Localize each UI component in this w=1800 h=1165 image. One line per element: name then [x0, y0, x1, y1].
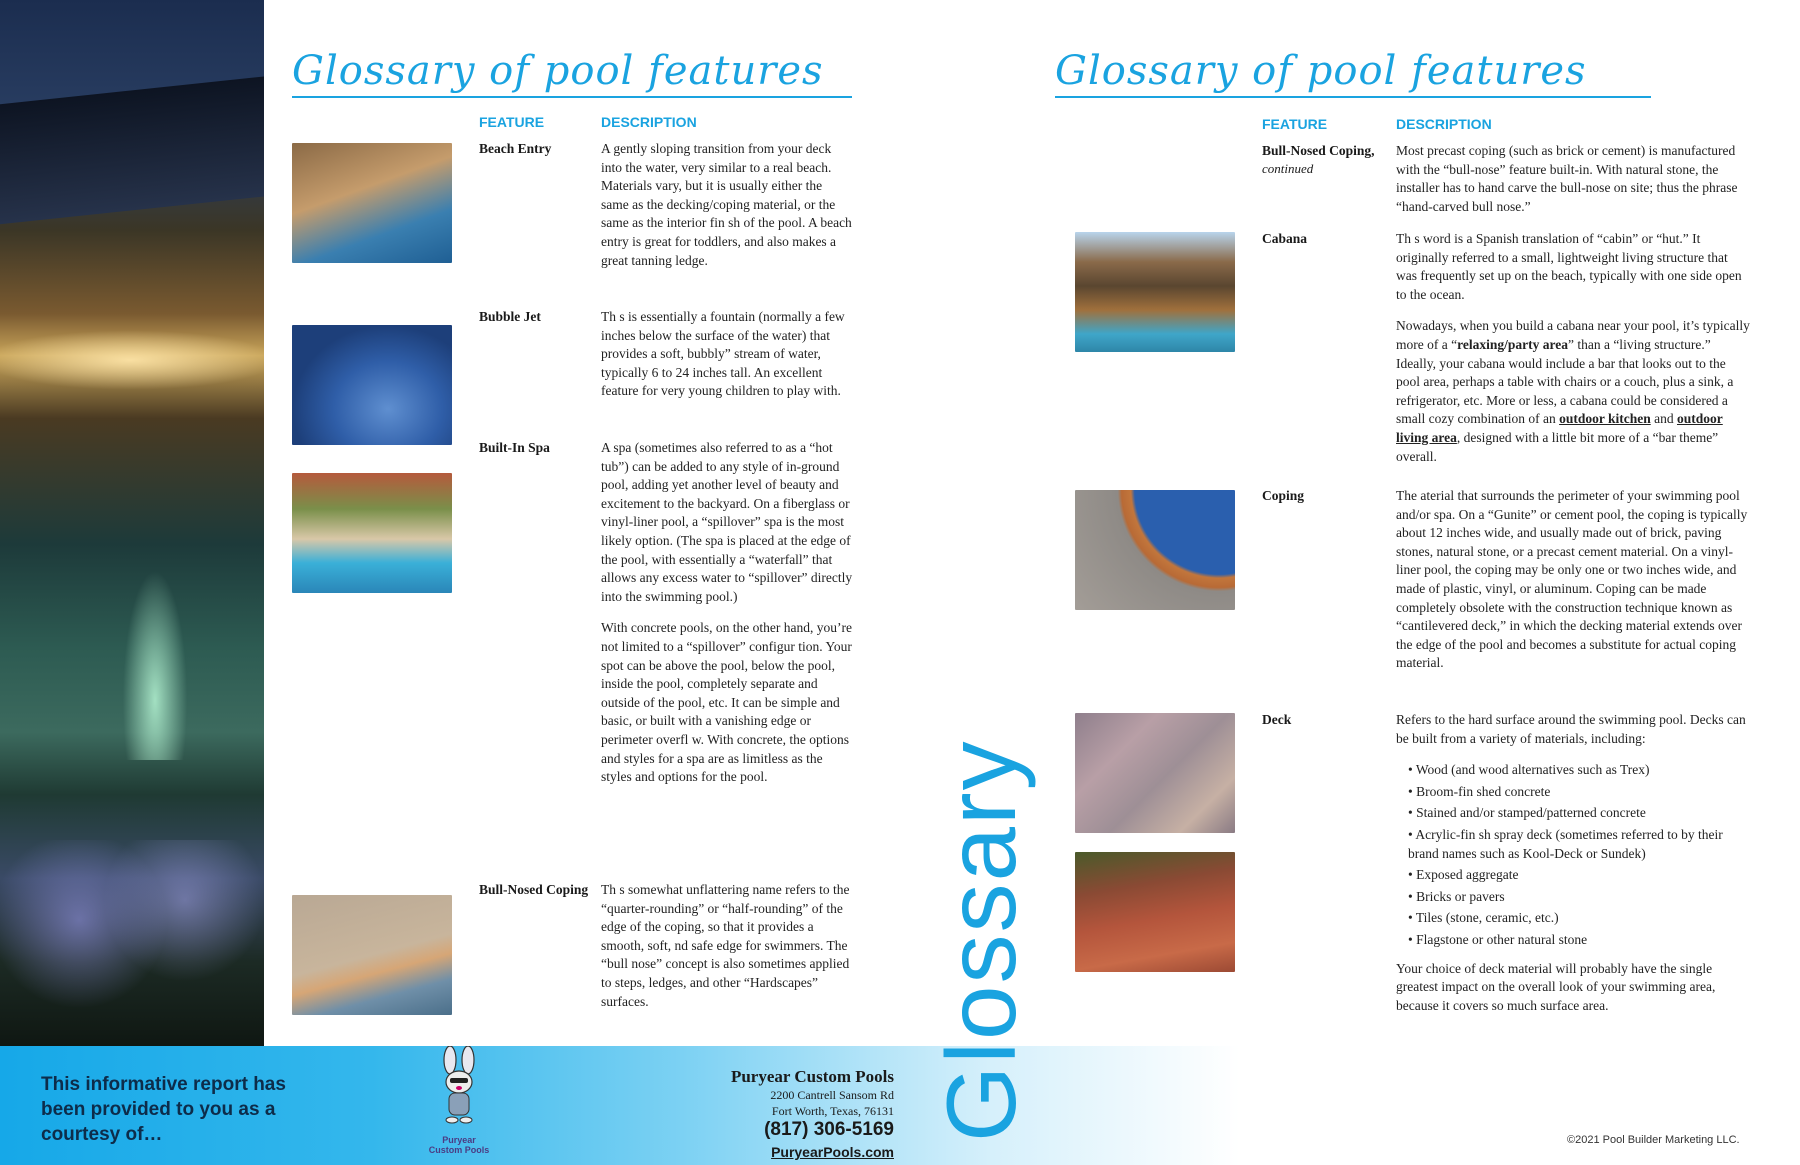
list-item: • Bricks or pavers	[1408, 888, 1752, 907]
desc-built-in-spa	[601, 439, 853, 800]
bull-nosed-coping-image	[292, 895, 452, 1015]
term-cabana: Cabana	[1262, 231, 1308, 246]
right-col-description-header: DESCRIPTION	[1396, 116, 1492, 132]
phone-number[interactable]: (817) 306-5169	[764, 1119, 894, 1140]
list-item: • Exposed aggregate	[1408, 866, 1752, 885]
beach-entry-image	[292, 143, 452, 263]
list-item: • Acrylic-fin sh spray deck (sometimes referred to by their brand names such as Kool-Deck or Sundek)	[1408, 826, 1752, 863]
continued-label: continued	[1262, 161, 1314, 176]
cabana-p2-part-d: , designed with a little bit more of a “bar theme” overall.	[1396, 429, 1719, 464]
logo-caption: Puryear Custom Pools	[428, 1135, 490, 1155]
pool-night-photo	[0, 0, 264, 1046]
left-page-title: Glossary of pool features	[292, 48, 824, 94]
desc-beach-entry-p1: A gently sloping transition from your deck into the water, very similar to a real beach. Materials vary, but it is usually either the same as the decking/coping material, or the same as the interior fin sh of the pool. A beach entry is great for toddlers, and also makes a great tanning ledge.	[601, 141, 852, 268]
outdoor-kitchen-link[interactable]: outdoor kitchen	[1559, 411, 1651, 427]
desc-beach-entry	[601, 140, 853, 283]
desc-deck-intro: Refers to the hard surface around the swimming pool. Decks can be built from a variety of materials, including:	[1396, 712, 1746, 746]
desc-coping-p1: The aterial that surrounds the perimeter of your swimming pool and/or spa. On a “Gunite” or cement pool, the coping is typically about 12 inches wide, and usually made out of brick, paving stones, natural stone, or a precast cement material. On a vinyl-liner pool, the coping may be only one or two inches wide, and made of plastic, vinyl, or aluminum. Coping can be made completely obsolete with the construction technique known as “cantilevered deck,” in which the decking material extends over the edge of the pool and becomes a substitute for actual coping material.	[1396, 488, 1748, 671]
desc-bubble-jet-p1: Th s is essentially a fountain (normally a few inches below the surface of the water) that provides a soft, bubbly” stream of water, typically 6 to 24 inches tall. An excellent feature for very young children to play with.	[601, 309, 845, 399]
cabana-bold-phrase: relaxing/party area	[1457, 336, 1568, 352]
list-item: • Tiles (stone, ceramic, etc.)	[1408, 909, 1752, 928]
desc-bull-nosed-coping-continued-p1: Most precast coping (such as brick or cement) is manufactured with the “bull-nose” feature built-in. With natural stone, the installer has to hand carve the bull-nose on site; thus the phrase “hand-carved bull nose.”	[1396, 143, 1738, 214]
bubble-jet-image	[292, 325, 452, 445]
desc-bull-nosed-coping-p1: Th s somewhat unflattering name refers to the “quarter-rounding” or “half-rounding” of the edge of the coping, so that it provides a smooth, soft, nd safe edge for swimmers. The “bull nose” concept is also sometimes applied to steps, ledges, and other “Hardscapes” surfaces.	[601, 882, 850, 1009]
left-col-feature-header: FEATURE	[479, 114, 545, 130]
list-item: • Broom-fin shed concrete	[1408, 783, 1752, 802]
deck-materials-list	[1408, 761, 1752, 949]
address-line-2: Fort Worth, Texas, 76131	[771, 1104, 894, 1118]
rabbit-logo-icon	[428, 1046, 490, 1128]
deck-pavers-image	[1075, 713, 1235, 833]
website-link[interactable]: PuryearPools.com	[771, 1144, 894, 1160]
list-item: • Flagstone or other natural stone	[1408, 931, 1752, 950]
left-col-description-header: DESCRIPTION	[601, 114, 697, 130]
desc-built-in-spa-p1: A spa (sometimes also referred to as a “hot tub”) can be added to any style of in-ground pool, adding yet another level of beauty and excitement to the backyard. On a fiberglass or vinyl-liner pool, a “spillover” spa is the most likely option. (The spa is placed at the edge of the pool, with essentially a “waterfall” that allows any excess water to “spillover” directly into the swimming pool.)	[601, 440, 853, 604]
cabana-p2-part-a: Nowadays, when you build a cabana near your pool, it’s typically more of a “	[1396, 318, 1750, 352]
desc-cabana	[1396, 230, 1752, 479]
copyright-text: ©2021 Pool Builder Marketing LLC.	[1567, 1134, 1740, 1146]
right-page-title: Glossary of pool features	[1055, 48, 1587, 94]
coping-image	[1075, 490, 1235, 610]
list-item: • Wood (and wood alternatives such as Trex)	[1408, 761, 1752, 780]
desc-built-in-spa-p2: With concrete pools, on the other hand, you’re not limited to a “spillover” configur tion. Your spot can be above the pool, below the pool, inside the pool, completely separate and outside of the pool, etc. It can be simple and basic, or built with a vanishing edge or perimeter overfl w. With concrete, the options and styles for a spa are as limitless as the styles and options for the pool.	[601, 620, 853, 785]
deck-brick-steps-image	[1075, 852, 1235, 972]
desc-deck-outro: Your choice of deck material will probably have the single greatest impact on the overall look of your swimming area, because it covers so much surface area.	[1396, 960, 1716, 1013]
term-bull-nosed-coping-continued	[1262, 142, 1382, 178]
cabana-p2-part-b: ” than a “living structure.” Ideally, your cabana would include a bar that looks out to the pool area, perhaps a table with chairs or a couch, plus a sink, a refrigerator, etc. More or less, a cabana could be considered a small cozy combination of an	[1396, 336, 1734, 427]
desc-cabana-p2	[1396, 317, 1752, 466]
term-beach-entry: Beach Entry	[479, 141, 552, 156]
left-title-rule	[292, 96, 852, 98]
term-bull-nosed-coping-label: Bull-Nosed Coping,	[1262, 143, 1375, 158]
right-col-feature-header: FEATURE	[1262, 116, 1328, 132]
term-coping: Coping	[1262, 488, 1305, 503]
desc-coping	[1396, 487, 1752, 686]
glossary-side-label: Glossary	[926, 739, 1036, 1142]
term-deck: Deck	[1262, 712, 1292, 727]
desc-deck	[1396, 711, 1752, 1028]
term-built-in-spa: Built-In Spa	[479, 440, 550, 455]
outdoor-living-area-link[interactable]: outdoor living area	[1396, 411, 1723, 445]
desc-bubble-jet	[601, 308, 853, 414]
built-in-spa-image	[292, 473, 452, 593]
desc-cabana-p1: Th s word is a Spanish translation of “cabin” or “hut.” It originally referred to a small, lightweight living structure that was frequently set up on the beach, typically with one side open to the ocean.	[1396, 231, 1742, 302]
cabana-image	[1075, 232, 1235, 352]
company-logo	[428, 1046, 490, 1165]
courtesy-text: This informative report has been provided to you as a courtesy of…	[41, 1074, 286, 1145]
right-title-rule	[1055, 96, 1651, 98]
list-item: • Stained and/or stamped/patterned concrete	[1408, 804, 1752, 823]
term-bubble-jet: Bubble Jet	[479, 309, 541, 324]
desc-bull-nosed-coping	[601, 881, 853, 1024]
address-line-1: 2200 Cantrell Sansom Rd	[770, 1088, 894, 1102]
term-bull-nosed-coping: Bull-Nosed Coping	[479, 882, 589, 897]
company-name: Puryear Custom Pools	[730, 1067, 894, 1086]
desc-bull-nosed-coping-continued	[1396, 142, 1752, 229]
cabana-p2-part-c: and	[1650, 411, 1677, 427]
